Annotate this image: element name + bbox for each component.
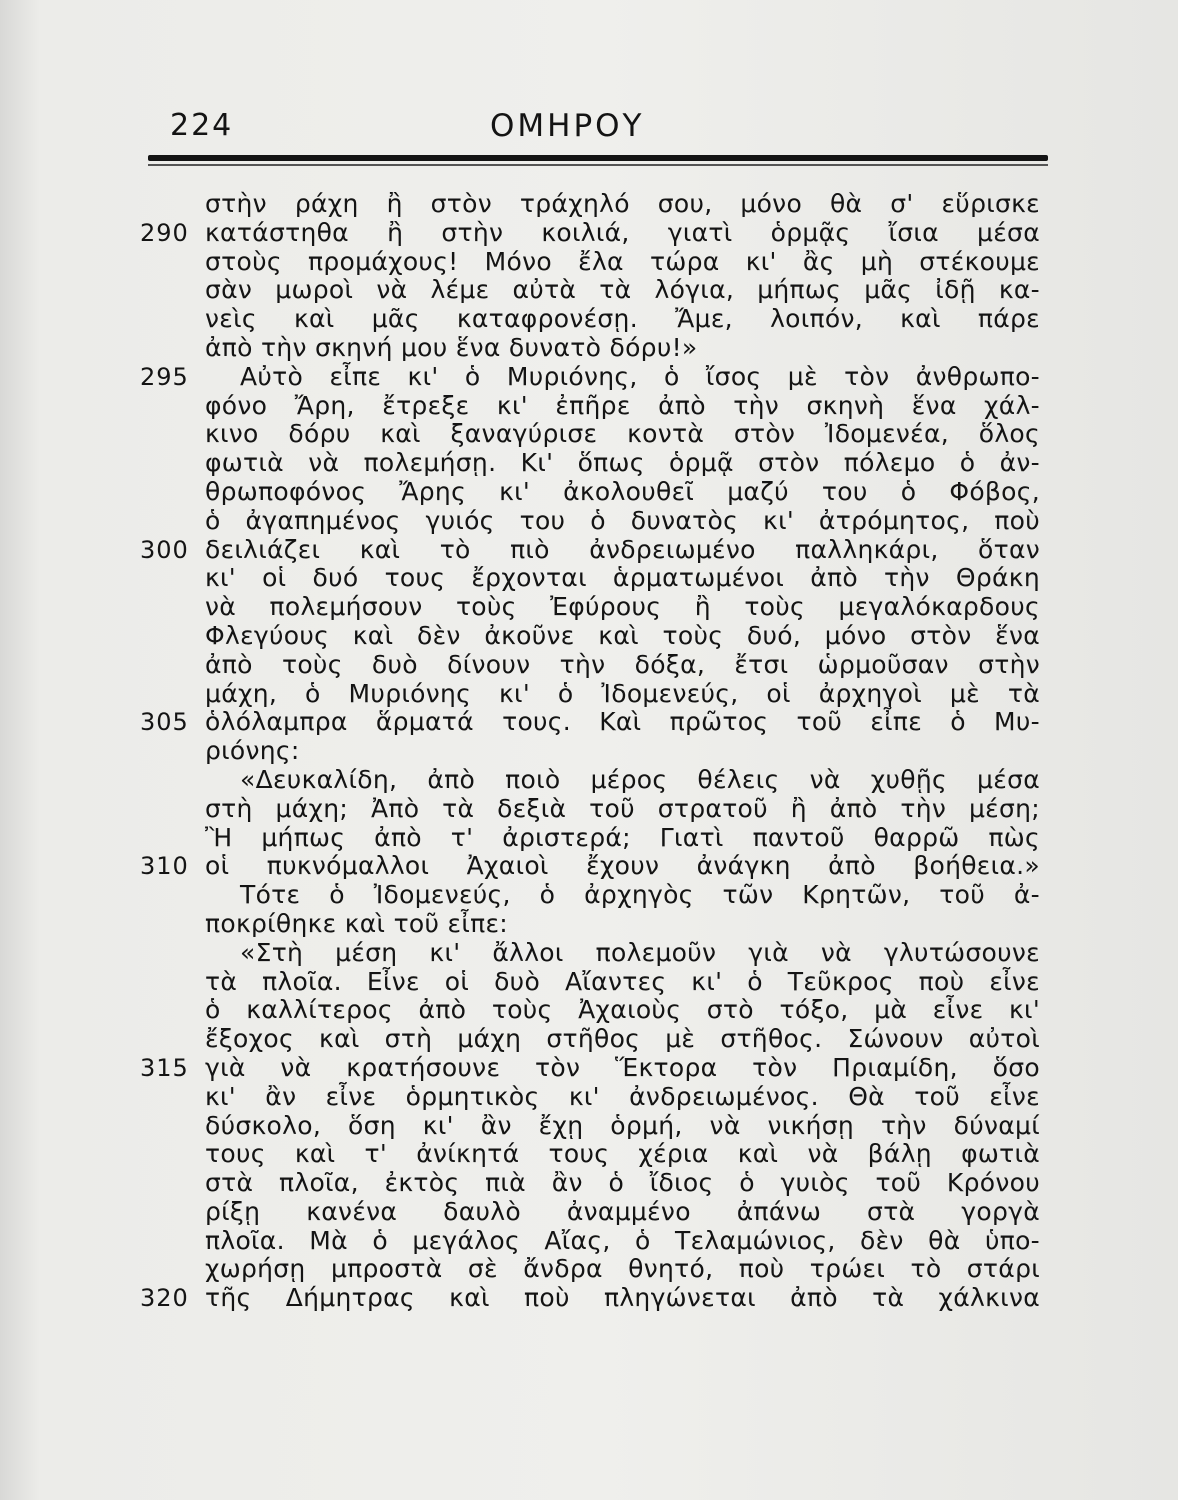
text-line bbox=[0, 1054, 1178, 1083]
verse-text: στὴ μάχη; Ἀπὸ τὰ δεξιὰ τοῦ στρατοῦ ἢ ἀπὸ τὴν μέση; bbox=[205, 793, 1040, 823]
text-line bbox=[0, 852, 1178, 881]
text-line bbox=[0, 968, 1178, 997]
text-line bbox=[0, 536, 1178, 565]
verse-text: φόνο Ἄρη, ἔτρεξε κι' ἐπῆρε ἀπὸ τὴν σκηνὴ ἕνα χάλ- bbox=[205, 390, 1040, 420]
text-line bbox=[0, 737, 1178, 766]
page-number: 224 bbox=[170, 108, 234, 143]
verse-text: Αὐτὸ εἶπε κι' ὁ Μυριόνης, ὁ ἴσος μὲ τὸν ἀνθρωπο- bbox=[240, 361, 1040, 391]
verse-text: κι' οἱ δυό τους ἔρχονται ἁρματωμένοι ἀπὸ τὴν Θράκη bbox=[205, 563, 1040, 593]
text-line bbox=[0, 392, 1178, 421]
verse-text: νὰ πολεμήσουν τοὺς Ἐφύρους ἢ τοὺς μεγαλόκαρδους bbox=[205, 592, 1040, 622]
text-line bbox=[0, 1112, 1178, 1141]
verse-text: οἱ πυκνόμαλλοι Ἀχαιοὶ ἔχουν ἀνάγκη ἀπὸ βοήθεια.» bbox=[205, 851, 1040, 881]
verse-text: «Στὴ μέση κι' ἄλλοι πολεμοῦν γιὰ νὰ γλυτώσουνε bbox=[240, 937, 1040, 967]
verse-number: 320 bbox=[140, 1284, 189, 1313]
text-line bbox=[0, 1140, 1178, 1169]
text-line bbox=[0, 219, 1178, 248]
verse-number: 295 bbox=[140, 362, 189, 391]
verse-text: πλοῖα. Μὰ ὁ μεγάλος Αἴας, ὁ Τελαμώνιος, δὲν θὰ ὑπο- bbox=[205, 1225, 1040, 1255]
text-line bbox=[0, 420, 1178, 449]
verse-text: δειλιάζει καὶ τὸ πιὸ ἀνδρειωμένο παλληκάρι, ὅταν bbox=[205, 534, 1040, 564]
text-line bbox=[0, 334, 1178, 363]
verse-text: ἀπὸ τὴν σκηνή μου ἕνα δυνατὸ δόρυ!» bbox=[205, 332, 698, 362]
verse-text: θρωποφόνος Ἄρης κι' ἀκολουθεῖ μαζύ του ὁ Φόβος, bbox=[205, 476, 1040, 506]
text-line bbox=[0, 680, 1178, 709]
text-line bbox=[0, 766, 1178, 795]
verse-text: στὰ πλοῖα, ἐκτὸς πιὰ ἂν ὁ ἴδιος ὁ γυιὸς τοῦ Κρόνου bbox=[205, 1168, 1040, 1198]
verse-text: ἀπὸ τοὺς δυὸ δίνουν τὴν δόξα, ἔτσι ὡρμοῦσαν στὴν bbox=[205, 649, 1040, 679]
text-line bbox=[0, 939, 1178, 968]
verse-text: τῆς Δήμητρας καὶ ποὺ πληγώνεται ἀπὸ τὰ χάλκινα bbox=[205, 1283, 1040, 1313]
verse-text: ὁλόλαμπρα ἅρματά τους. Καὶ πρῶτος τοῦ εἶπε ὁ Μυ- bbox=[205, 707, 1040, 737]
text-line bbox=[0, 910, 1178, 939]
verse-text: ὁ ἀγαπημένος γυιός του ὁ δυνατὸς κι' ἀτρόμητος, ποὺ bbox=[205, 505, 1040, 535]
verse-text: μάχη, ὁ Μυριόνης κι' ὁ Ἰδομενεύς, οἱ ἀρχηγοὶ μὲ τὰ bbox=[205, 678, 1040, 708]
text-line bbox=[0, 564, 1178, 593]
text-block bbox=[0, 190, 1178, 1313]
text-line bbox=[0, 190, 1178, 219]
text-line bbox=[0, 449, 1178, 478]
verse-text: ρίξῃ κανένα δαυλὸ ἀναμμένο ἀπάνω στὰ γοργὰ bbox=[205, 1196, 1040, 1226]
verse-text: χωρήσῃ μπροστὰ σὲ ἄνδρα θνητό, ποὺ τρώει τὸ στάρι bbox=[205, 1254, 1040, 1284]
verse-text: σὰν μωροὶ νὰ λέμε αὐτὰ τὰ λόγια, μήπως μᾶς ἰδῇ κα- bbox=[205, 275, 1040, 305]
text-line bbox=[0, 881, 1178, 910]
text-line bbox=[0, 996, 1178, 1025]
header-rule bbox=[148, 155, 1048, 161]
verse-text: ποκρίθηκε καὶ τοῦ εἶπε: bbox=[205, 908, 508, 938]
text-line bbox=[0, 1227, 1178, 1256]
header-rule-thin bbox=[148, 164, 1048, 166]
verse-text: κι' ἂν εἶνε ὁρμητικὸς κι' ἀνδρειωμένος. Θὰ τοῦ εἶνε bbox=[205, 1081, 1040, 1111]
text-line bbox=[0, 1284, 1178, 1313]
text-line bbox=[0, 651, 1178, 680]
text-line bbox=[0, 276, 1178, 305]
text-line bbox=[0, 363, 1178, 392]
verse-number: 310 bbox=[140, 852, 189, 881]
verse-text: Τότε ὁ Ἰδομενεύς, ὁ ἀρχηγὸς τῶν Κρητῶν, τοῦ ἀ- bbox=[240, 880, 1040, 910]
text-line bbox=[0, 1255, 1178, 1284]
verse-number: 305 bbox=[140, 708, 189, 737]
text-line bbox=[0, 305, 1178, 334]
verse-text: ὁ καλλίτερος ἀπὸ τοὺς Ἀχαιοὺς στὸ τόξο, μὰ εἶνε κι' bbox=[205, 995, 1040, 1025]
verse-text: τους καὶ τ' ἀνίκητά τους χέρια καὶ νὰ βάλῃ φωτιὰ bbox=[205, 1139, 1040, 1169]
verse-text: τὰ πλοῖα. Εἶνε οἱ δυὸ Αἴαντες κι' ὁ Τεῦκρος ποὺ εἶνε bbox=[205, 966, 1040, 996]
verse-text: Ἢ μήπως ἀπὸ τ' ἀριστερά; Γιατὶ παντοῦ θαρρῶ πὼς bbox=[205, 822, 1040, 852]
verse-number: 315 bbox=[140, 1053, 189, 1082]
verse-text: ἔξοχος καὶ στὴ μάχη στῆθος μὲ στῆθος. Σώνουν αὐτοὶ bbox=[205, 1024, 1040, 1054]
verse-text: κινο δόρυ καὶ ξαναγύρισε κοντὰ στὸν Ἰδομενέα, ὅλος bbox=[205, 419, 1040, 449]
text-line bbox=[0, 248, 1178, 277]
verse-text: δύσκολο, ὅση κι' ἂν ἔχῃ ὁρμή, νὰ νικήσῃ τὴν δύναμί bbox=[205, 1110, 1040, 1140]
text-line bbox=[0, 593, 1178, 622]
verse-text: ριόνης: bbox=[205, 736, 300, 766]
verse-number: 300 bbox=[140, 535, 189, 564]
verse-text: στὴν ράχη ἢ στὸν τράχηλό σου, μόνο θὰ σ' εὕρισκε bbox=[205, 189, 1040, 218]
verse-text: κατάστηθα ἢ στὴν κοιλιά, γιατὶ ὁρμᾷς ἴσια μέσα bbox=[205, 217, 1040, 247]
text-line bbox=[0, 795, 1178, 824]
running-title: ΟΜΗΡΟΥ bbox=[490, 108, 645, 144]
verse-text: γιὰ νὰ κρατήσουνε τὸν Ἕκτορα τὸν Πριαμίδη, ὅσο bbox=[205, 1052, 1040, 1082]
text-line bbox=[0, 1198, 1178, 1227]
text-line bbox=[0, 622, 1178, 651]
text-line bbox=[0, 1025, 1178, 1054]
verse-text: «Δευκαλίδη, ἀπὸ ποιὸ μέρος θέλεις νὰ χυθῇς μέσα bbox=[240, 764, 1040, 794]
verse-text: φωτιὰ νὰ πολεμήσῃ. Κι' ὅπως ὁρμᾷ στὸν πόλεμο ὁ ἀν- bbox=[205, 448, 1040, 478]
verse-text: νεὶς καὶ μᾶς καταφρονέσῃ. Ἄμε, λοιπόν, καὶ πάρε bbox=[205, 304, 1040, 334]
text-line bbox=[0, 507, 1178, 536]
text-line bbox=[0, 1083, 1178, 1112]
verse-number: 290 bbox=[140, 218, 189, 247]
verse-text: στοὺς προμάχους! Μόνο ἔλα τώρα κι' ἂς μὴ στέκουμε bbox=[205, 246, 1040, 276]
text-line bbox=[0, 1169, 1178, 1198]
text-line bbox=[0, 708, 1178, 737]
text-line bbox=[0, 478, 1178, 507]
text-line bbox=[0, 824, 1178, 853]
verse-text: Φλεγύους καὶ δὲν ἀκοῦνε καὶ τοὺς δυό, μόνο στὸν ἕνα bbox=[205, 620, 1040, 650]
